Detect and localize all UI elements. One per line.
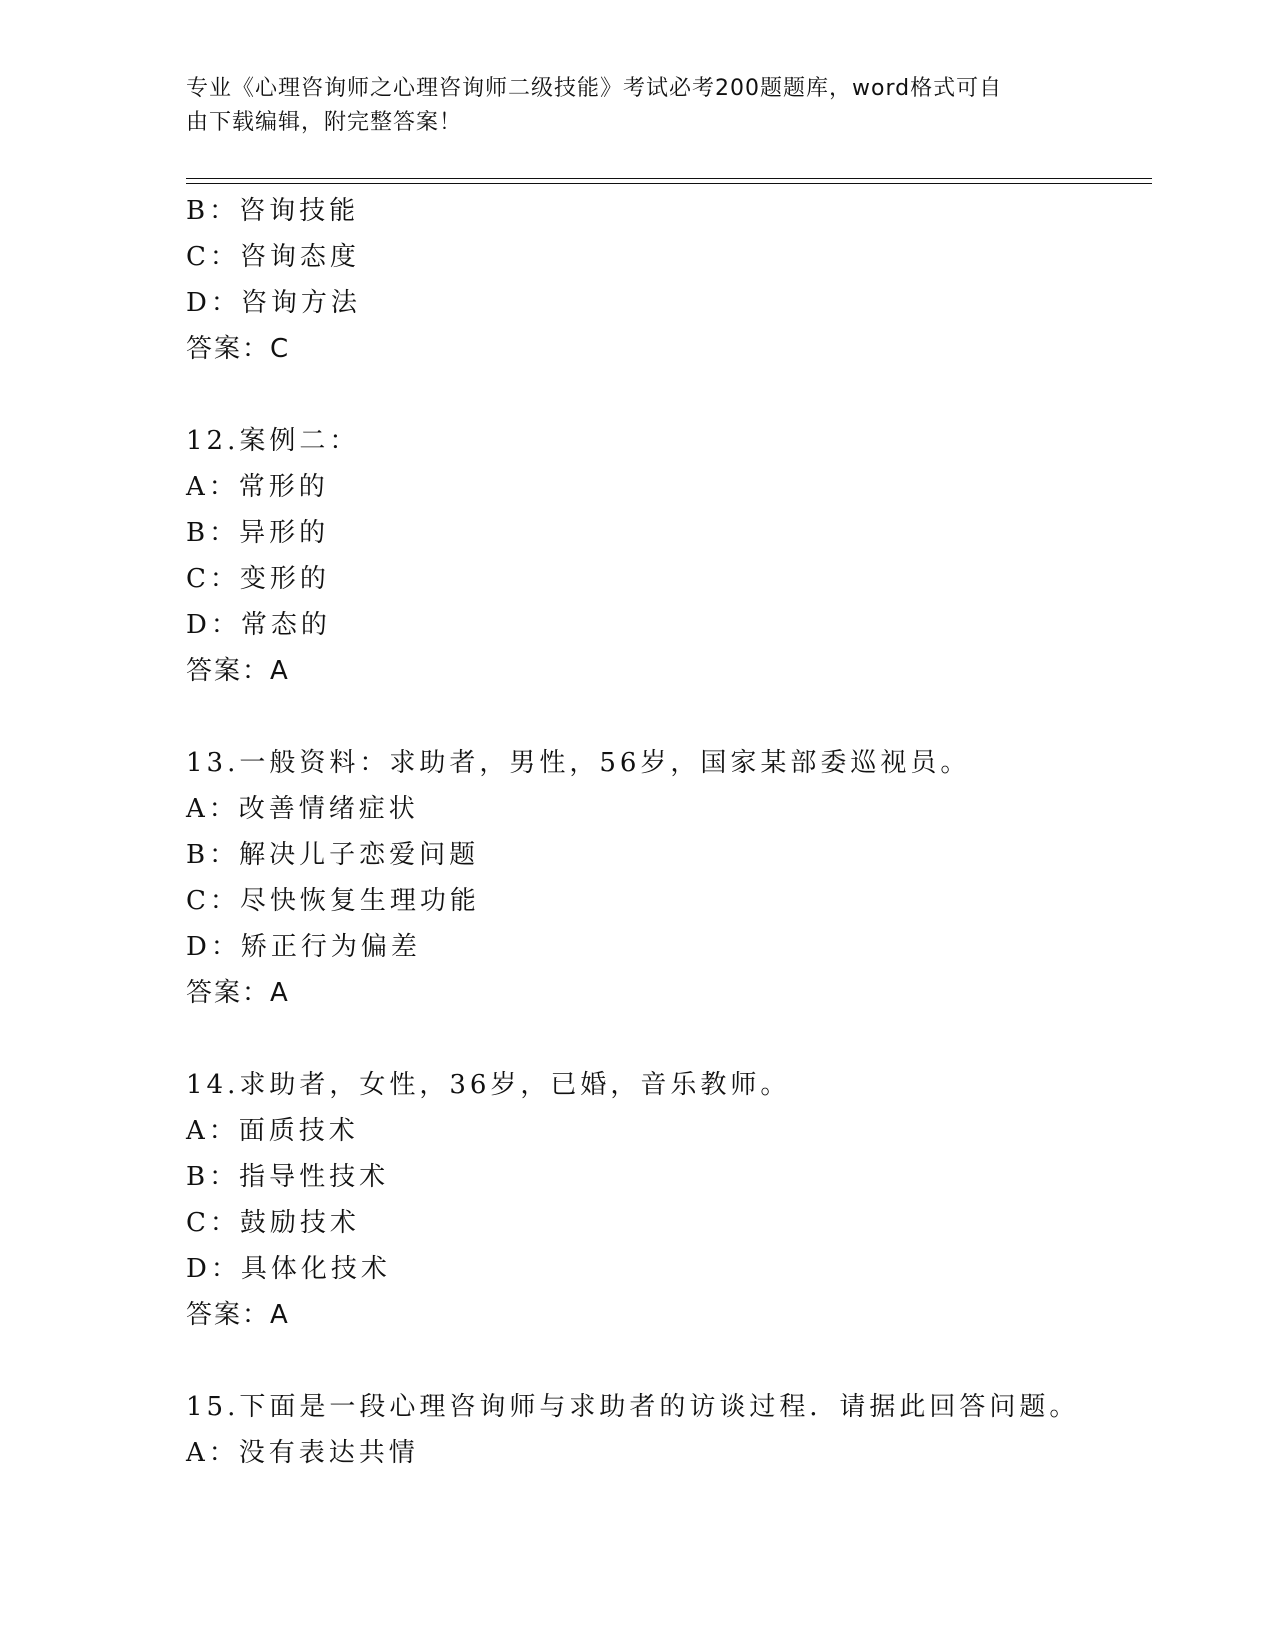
answer: 答案：A — [186, 1300, 290, 1330]
question-13 — [186, 740, 1146, 1016]
option-a: A：改善情绪症状 — [186, 794, 419, 824]
option-c: C：鼓励技术 — [186, 1208, 360, 1238]
option-d: D：常态的 — [186, 610, 331, 640]
option-c: C：咨询态度 — [186, 242, 360, 272]
option-d: D：具体化技术 — [186, 1254, 391, 1284]
answer: 答案：A — [186, 978, 290, 1008]
option-c: C：尽快恢复生理功能 — [186, 886, 480, 916]
option-a: A：常形的 — [186, 472, 329, 502]
spacer — [186, 372, 1146, 418]
option-a: A：没有表达共情 — [186, 1438, 419, 1468]
option-d: D：矫正行为偏差 — [186, 932, 421, 962]
question-12 — [186, 418, 1146, 694]
option-b: B：指导性技术 — [186, 1162, 390, 1192]
answer: 答案：C — [186, 334, 291, 364]
question-text: 13.一般资料：求助者，男性，56岁，国家某部委巡视员。 — [186, 748, 971, 778]
question-text: 12.案例二： — [186, 426, 360, 456]
header-rule-top — [186, 178, 1152, 179]
option-b: B：咨询技能 — [186, 196, 360, 226]
header-line-1: 专业《心理咨询师之心理咨询师二级技能》考试必考200题题库，word格式可自 — [186, 76, 1003, 101]
spacer — [186, 1338, 1146, 1384]
option-b: B：解决儿子恋爱问题 — [186, 840, 480, 870]
header-line-2: 由下载编辑，附完整答案！ — [186, 110, 463, 135]
question-11 — [186, 188, 1146, 372]
option-a: A：面质技术 — [186, 1116, 359, 1146]
question-text: 15.下面是一段心理咨询师与求助者的访谈过程．请据此回答问题。 — [186, 1392, 1080, 1422]
question-14 — [186, 1062, 1146, 1338]
document-header — [186, 72, 1066, 140]
spacer — [186, 1016, 1146, 1062]
option-c: C：变形的 — [186, 564, 330, 594]
spacer — [186, 694, 1146, 740]
option-b: B：异形的 — [186, 518, 330, 548]
header-rule-bottom — [186, 183, 1152, 184]
answer: 答案：A — [186, 656, 290, 686]
question-15 — [186, 1384, 1146, 1476]
question-list — [186, 188, 1146, 1476]
question-text: 14.求助者，女性，36岁，已婚，音乐教师。 — [186, 1070, 791, 1100]
option-d: D：咨询方法 — [186, 288, 361, 318]
